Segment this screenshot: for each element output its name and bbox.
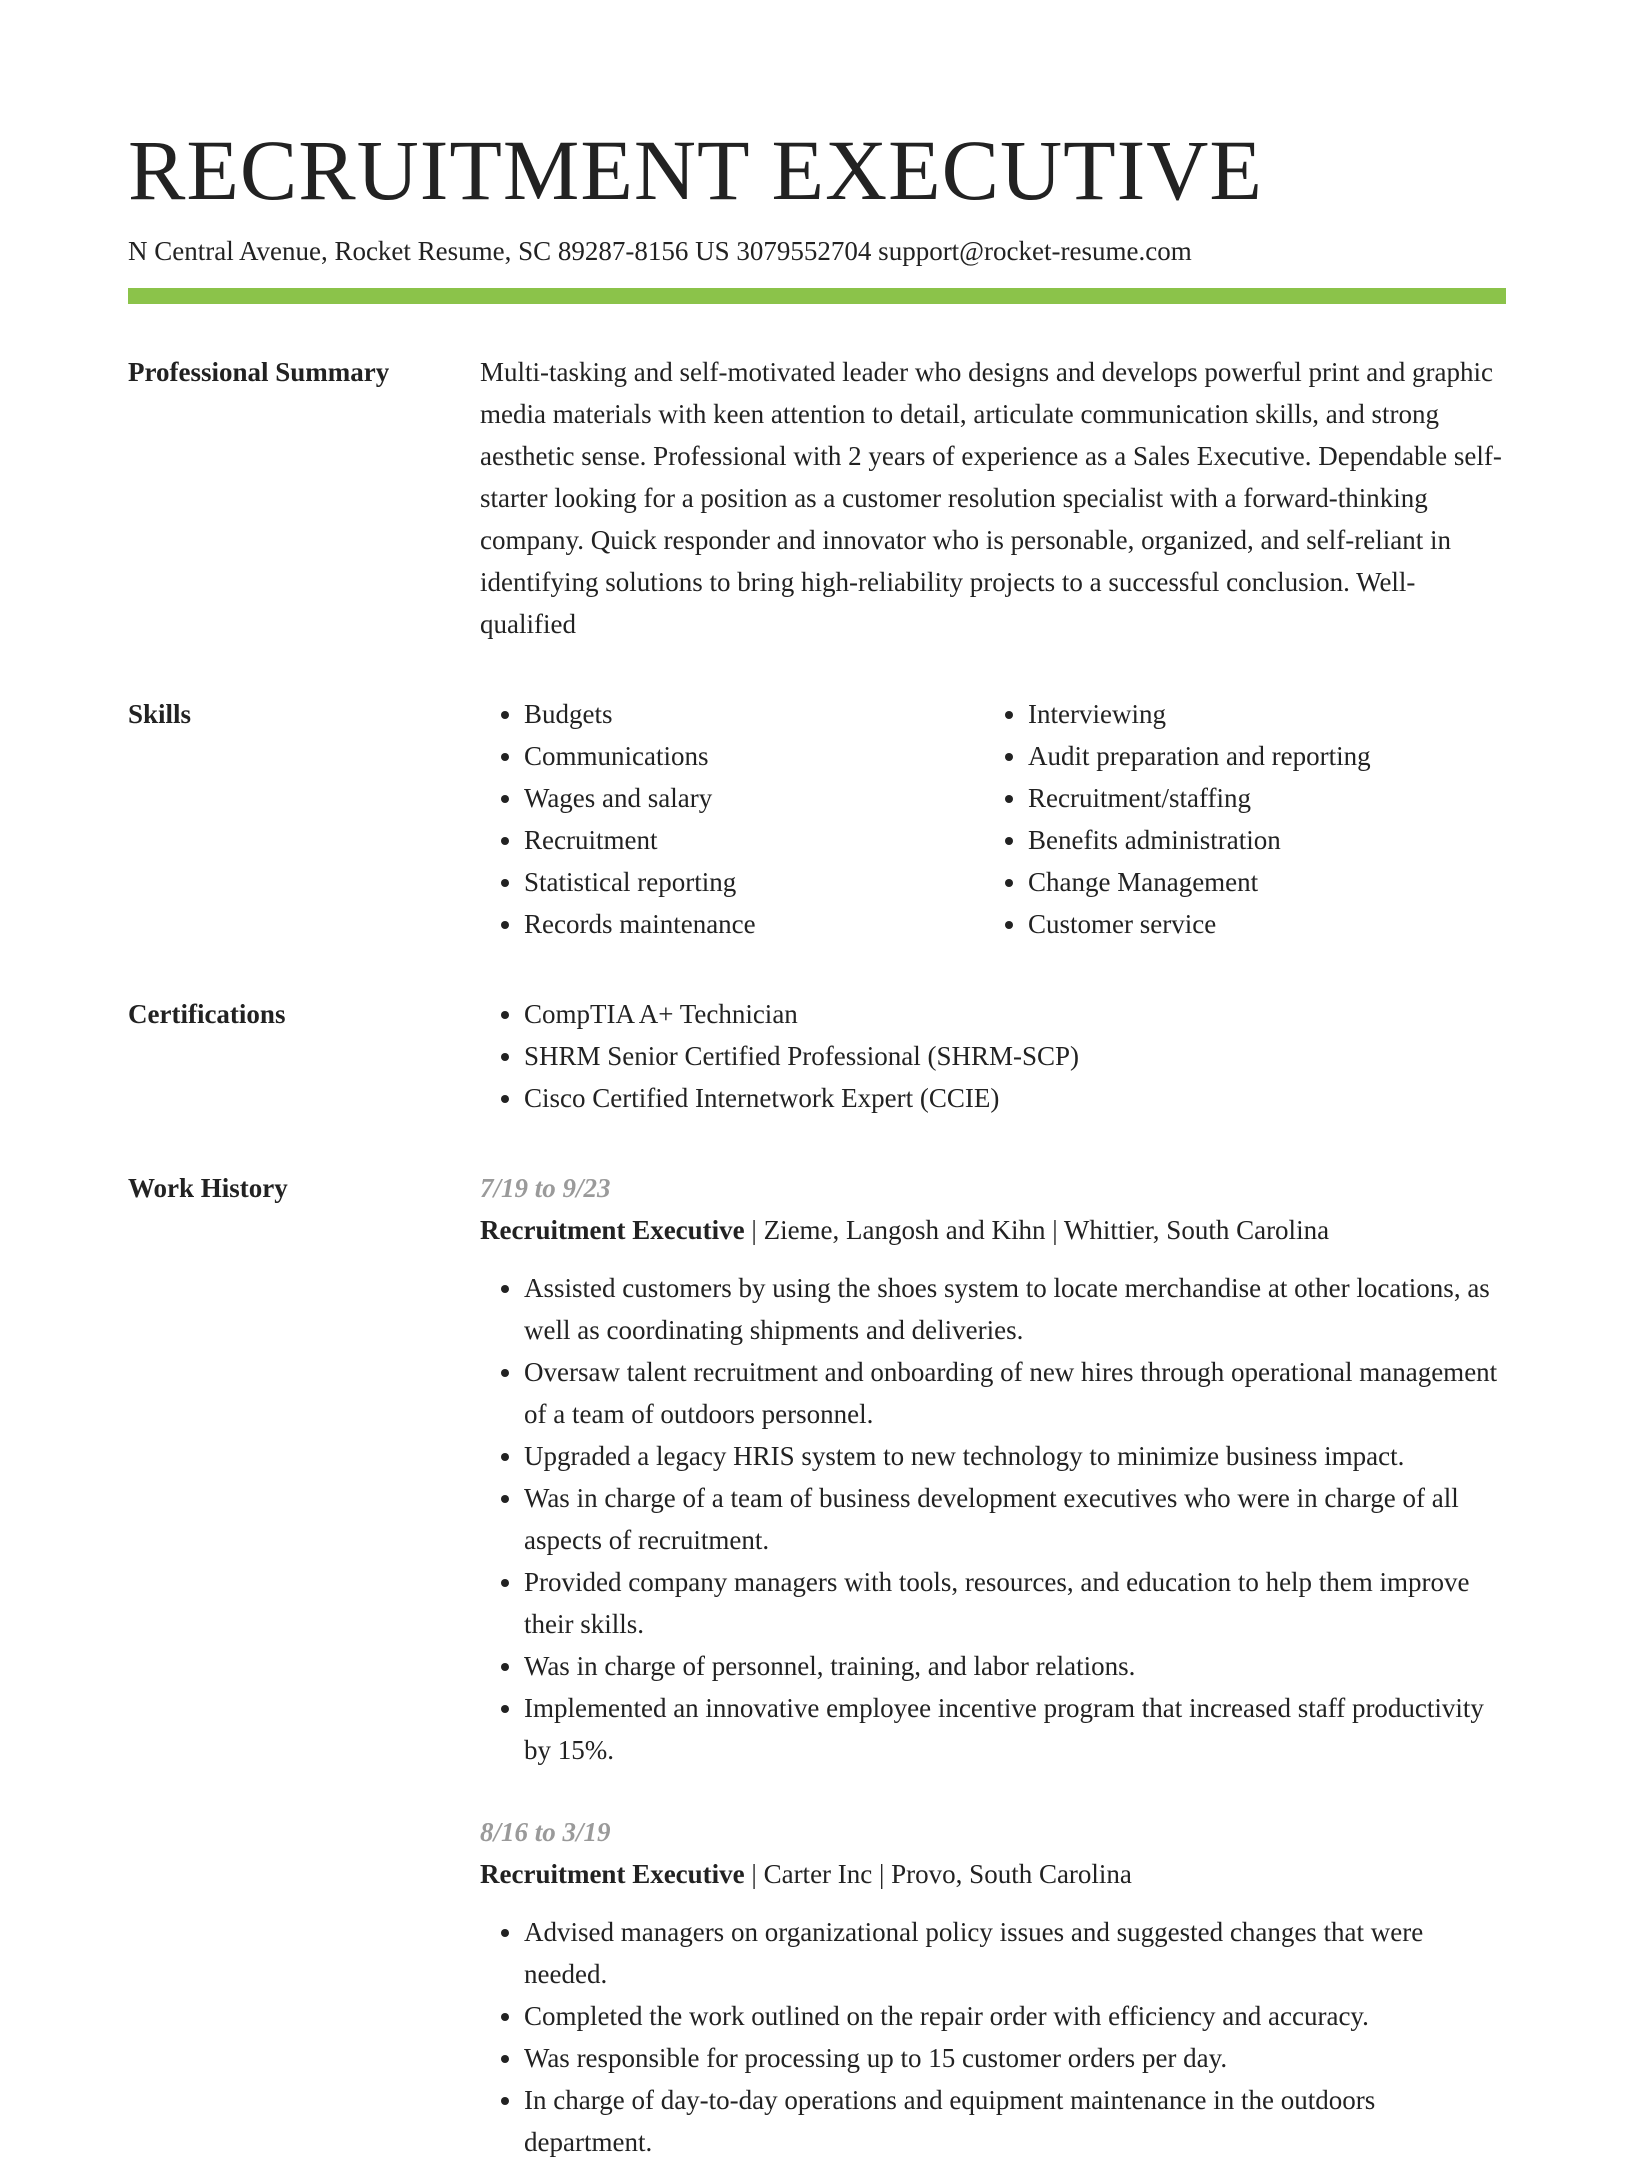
job-role-line	[480, 1209, 1506, 1251]
responsibility-item: • Was responsible for processing up to 15 customer orders per day.	[524, 2037, 1506, 2079]
job-entry	[480, 1811, 1506, 2163]
accent-divider	[128, 288, 1506, 304]
job-dates: 8/16 to 3/19	[480, 1817, 611, 1847]
skill-item: • Customer service	[1028, 903, 1488, 945]
certifications-heading: Certifications	[128, 999, 286, 1029]
responsibility-item: • Implemented an innovative employee incentive program that increased staff productivity by 15%.	[524, 1687, 1506, 1771]
skill-item: • Budgets	[524, 693, 984, 735]
job-responsibilities	[480, 1267, 1506, 1771]
responsibility-item: • Provided company managers with tools, resources, and education to help them improve their skills.	[524, 1561, 1506, 1645]
summary-section	[128, 351, 1506, 645]
summary-text: Multi-tasking and self-motivated leader who designs and develops powerful print and graphic media materials with keen attention to detail, articulate communication skills, and strong aesthetic sense. Professional with 2 years of experience as a Sales Executive. Dependable self-starter looking for a position as a customer resolution specialist with a forward-thinking company. Quick responder and innovator who is personable, organized, and self-reliant in identifying solutions to bring high-reliability projects to a successful conclusion. Well-qualified	[480, 357, 1502, 639]
certification-item: • CompTIA A+ Technician	[524, 993, 1506, 1035]
job-dates: 7/19 to 9/23	[480, 1173, 611, 1203]
candidate-title: RECRUITMENT EXECUTIVE	[128, 122, 1263, 218]
skill-item: • Recruitment/staffing	[1028, 777, 1488, 819]
responsibility-item: • Upgraded a legacy HRIS system to new technology to minimize business impact.	[524, 1435, 1506, 1477]
job-role-line	[480, 1853, 1506, 1895]
responsibility-item: • Was in charge of a team of business development executives who were in charge of all aspects of recruitment.	[524, 1477, 1506, 1561]
summary-heading: Professional Summary	[128, 357, 390, 387]
job-entry	[480, 1167, 1506, 1771]
certifications-list	[480, 993, 1506, 1119]
responsibility-item: • Advised managers on organizational policy issues and suggested changes that were needed.	[524, 1911, 1506, 1995]
skill-item: • Audit preparation and reporting	[1028, 735, 1488, 777]
responsibility-item: • Completed the work outlined on the repair order with efficiency and accuracy.	[524, 1995, 1506, 2037]
skill-item: • Wages and salary	[524, 777, 984, 819]
certification-item: • SHRM Senior Certified Professional (SHRM-SCP)	[524, 1035, 1506, 1077]
work-history-section	[128, 1167, 1506, 2163]
job-responsibilities	[480, 1911, 1506, 2163]
certifications-section	[128, 993, 1506, 1119]
skill-item: • Recruitment	[524, 819, 984, 861]
responsibility-item: • Assisted customers by using the shoes system to locate merchandise at other locations, as well as coordinating shipments and deliveries.	[524, 1267, 1506, 1351]
skill-item: • Statistical reporting	[524, 861, 984, 903]
skills-list-left	[480, 693, 984, 945]
work-history-heading: Work History	[128, 1173, 288, 1203]
responsibility-item: • In charge of day-to-day operations and equipment maintenance in the outdoors department.	[524, 2079, 1506, 2163]
resume-page	[128, 118, 1506, 2163]
skill-item: • Benefits administration	[1028, 819, 1488, 861]
responsibility-item: • Oversaw talent recruitment and onboarding of new hires through operational management of a team of outdoors personnel.	[524, 1351, 1506, 1435]
job-title: Recruitment Executive	[480, 1859, 745, 1889]
skills-section	[128, 693, 1506, 945]
skills-heading: Skills	[128, 699, 192, 729]
certification-item: • Cisco Certified Internetwork Expert (CCIE)	[524, 1077, 1506, 1119]
skill-item: • Change Management	[1028, 861, 1488, 903]
contact-line: N Central Avenue, Rocket Resume, SC 89287-8156 US 3079552704 support@rocket-resume.com	[128, 236, 1192, 266]
job-title: Recruitment Executive	[480, 1215, 745, 1245]
job-employer-location: | Carter Inc | Provo, South Carolina	[744, 1859, 1132, 1889]
skill-item: • Interviewing	[1028, 693, 1488, 735]
skill-item: • Communications	[524, 735, 984, 777]
skill-item: • Records maintenance	[524, 903, 984, 945]
responsibility-item: • Was in charge of personnel, training, and labor relations.	[524, 1645, 1506, 1687]
skills-list-right	[984, 693, 1488, 945]
job-employer-location: | Zieme, Langosh and Kihn | Whittier, South Carolina	[744, 1215, 1330, 1245]
